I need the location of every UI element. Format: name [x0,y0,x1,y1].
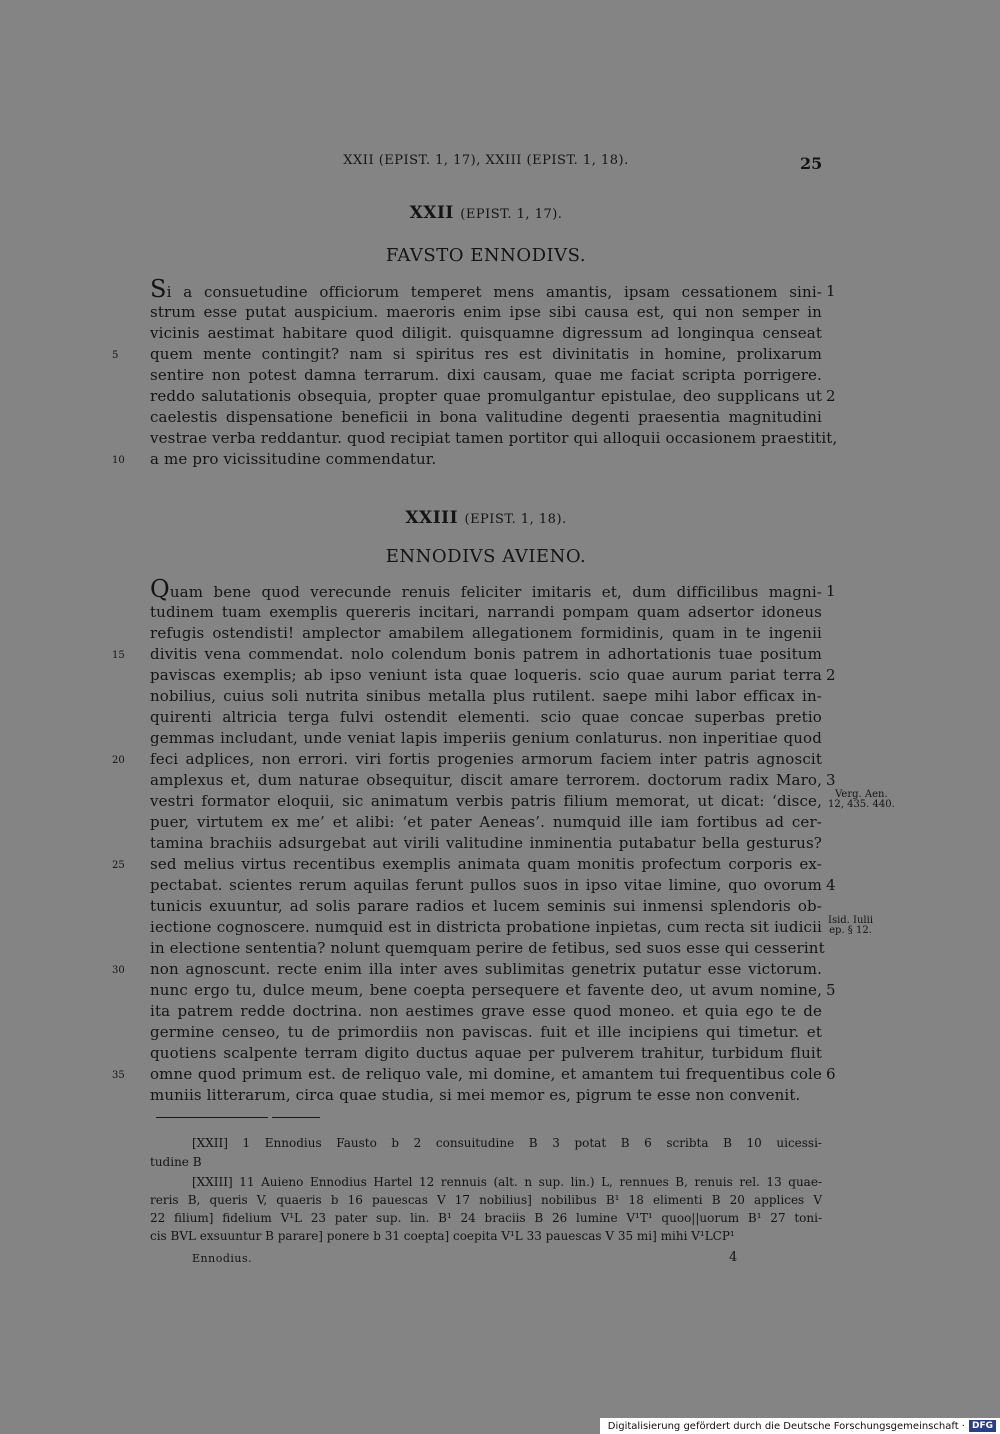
section-number: 3 [826,771,836,789]
letter-23-line: sed melius virtus recentibus exemplis animata quam monitis profectum corporis ex- [150,855,822,873]
letter-23-line: tamina brachiis adsurgebat aut virili valitudine inminentia putabatur bella gesturus? [150,834,822,852]
letter-23-line: tudinem tuam exemplis quereris incitari, narrandi pompam quam adsertor idoneus [150,603,822,621]
footnote-rule [272,1117,320,1118]
letter-22-ref: (EPIST. 1, 17). [460,207,563,222]
section-number: 4 [826,876,836,894]
letter-22-line: vestrae verba reddantur. quod recipiat tamen portitor qui alloquii occasionem praestitit, [150,429,838,447]
letter-22-line: strum esse putat auspicium. maeroris enim ipse sibi causa est, qui non semper in [150,303,822,321]
letter-23-line: muniis litterarum, circa quae studia, si mei memor es, pigrum te esse non convenit. [150,1086,801,1104]
section-number: 5 [826,981,836,999]
letter-23-line: nunc ergo tu, dulce meum, bene coepta persequere et favente deo, ut avum nomine, [150,981,822,999]
letter-22-title: FAVSTO ENNODIVS. [385,245,587,266]
letter-22-heading [150,203,822,223]
letter-23-line: amplexus et, dum naturae obsequitur, discit amare terrorem. doctorum radix Maro, [150,771,822,789]
line-number: 25 [112,860,125,871]
section-number: 1 [826,282,836,300]
margin-reference: Verg. Aen. 12, 435. 440. [828,789,895,810]
letter-23-line: feci adplices, non errori. viri fortis progenies armorum faciem inter patris agnoscit [150,750,822,768]
letter-23-line: paviscas exemplis; ab ipso veniunt ista quae loqueris. scio quae aurum pariat terra [150,666,822,684]
signature-mark: Ennodius. [192,1252,253,1265]
apparatus-line: 22 filium] fidelium V¹L 23 pater sup. lin. B¹ 24 braciis B 26 lumine V¹T¹ quoo||uorum B¹ 27 toni- [150,1211,822,1225]
letter-23-line: puer, virtutem ex me’ et alibi: ‘et pater Aeneas’. numquid ille iam fortibus ad cer- [150,813,822,831]
line-number: 20 [112,755,125,766]
letter-22-line: reddo salutationis obsequia, propter quae promulgantur epistulae, deo supplicans ut [150,387,822,405]
running-head: XXII (EPIST. 1, 17), XXIII (EPIST. 1, 18). [343,153,629,168]
apparatus-line: cis BVL exsuuntur B parare] ponere b 31 coepta] coepita V¹L 33 pauescas V 35 mi] mihi V¹LCP¹ [150,1229,735,1243]
apparatus-line: [XXII] 1 Ennodius Fausto b 2 consuitudine B 3 potat B 6 scribta B 10 uicessi- [192,1136,822,1150]
letter-22-number: XXII [409,203,454,223]
letter-23-line: gemmas includant, unde veniat lapis imperiis genium conlaturus. non inperitiae quod [150,729,822,747]
letter-23-initial: Q [150,575,170,603]
letter-23-line: germine censeo, tu de primordiis non paviscas. fuit et ille incipiens qui timetur. et [150,1023,822,1041]
apparatus-line: reris B, queris V, quaeris b 16 pauescas V 17 nobilius] nobilibus B¹ 18 elimenti B 20 applices V [150,1193,822,1207]
line-number: 30 [112,965,125,976]
letter-22-line: vicinis aestimat habitare quod diligit. quisquamne digressum ad longinqua censeat [150,324,822,342]
letter-23-line: refugis ostendisti! amplector amabilem allegationem formidinis, quam in te ingenii [150,624,822,642]
funding-banner [600,1418,1000,1434]
letter-23-line: nobilius, cuius soli nutrita sinibus metalla plus rutilent. saepe mihi labor efficax in- [150,687,822,705]
footnote-rule [156,1117,268,1118]
letter-23-line: non agnoscunt. recte enim illa inter aves sublimitas genetrix putatur esse victorum. [150,960,822,978]
letter-23-line: vestri formator eloquii, sic animatum verbis patris filium memorat, ut dicat: ‘disce, [150,792,822,810]
letter-22-line: caelestis dispensatione beneficii in bona valitudine degenti praesentia magnitudini [150,408,822,426]
letter-23-line: quotiens scalpente terram digito ductus aquae per pulverem trahitur, turbidum fluit [150,1044,822,1062]
apparatus-line: tudine B [150,1155,202,1169]
margin-reference: Isid. Iulii ep. § 12. [828,915,874,936]
letter-23-line: quirenti altricia terga fulvi ostendit elementi. scio quae concae superbas pretio [150,708,822,726]
dfg-logo-icon: DFG [969,1420,996,1432]
apparatus-line: [XXIII] 11 Auieno Ennodius Hartel 12 rennuis (alt. n sup. lin.) L, rennues B, renuis rel. 13 quae- [192,1175,822,1189]
letter-22-line: Si a consuetudine officiorum temperet mens amantis, ipsam cessationem sini- [150,275,822,303]
letter-23-line: Quam bene quod verecunde renuis feliciter imitaris et, dum difficilibus magni- [150,575,822,603]
letter-23-line: omne quod primum est. de reliquo vale, mi domine, et amantem tui frequentibus cole [150,1065,822,1083]
section-number: 6 [826,1065,836,1083]
letter-23-line: iectione cognoscere. numquid est in districta probatione inpietas, cum recta sit iudicii [150,918,822,936]
letter-23-line: ita patrem redde doctrina. non aestimes grave esse quod moneo. et quia ego te de [150,1002,822,1020]
letter-22-line: quem mente contingit? nam si spiritus res est divinitatis in homine, prolixarum [150,345,822,363]
line-number: 5 [112,350,119,361]
letter-22-line: a me pro vicissitudine commendatur. [150,450,437,468]
line-number: 15 [112,650,125,661]
signature-number: 4 [729,1250,738,1265]
letter-23-line: pectabat. scientes rerum aquilas ferunt pullos suos in ipso vitae limine, quo ovorum [150,876,822,894]
line-number: 35 [112,1070,125,1081]
section-number: 1 [826,582,836,600]
page-number: 25 [800,154,823,173]
letter-23-line: divitis vena commendat. nolo colendum bonis patrem in adhortationis tuae positum [150,645,822,663]
letter-23-heading [150,508,822,528]
letter-23-ref: (EPIST. 1, 18). [464,512,567,527]
section-number: 2 [826,666,836,684]
funding-text: Digitalisierung gefördert durch die Deutsche Forschungsgemeinschaft · [607,1420,965,1432]
letter-23-line: in electione sententia? nolunt quemquam perire de fetibus, sed suos esse qui cesserint [150,939,825,957]
letter-23-number: XXIII [405,508,459,528]
letter-23-line: tunicis exuuntur, ad solis parare radios et lucem seminis sui inmensi splendoris ob- [150,897,822,915]
letter-22-initial: S [150,275,167,303]
letter-23-title: ENNODIVS AVIENO. [385,546,587,567]
letter-22-line: sentire non potest damna terrarum. dixi causam, quae me faciat scripta porrigere. [150,366,822,384]
section-number: 2 [826,387,836,405]
line-number: 10 [112,455,125,466]
